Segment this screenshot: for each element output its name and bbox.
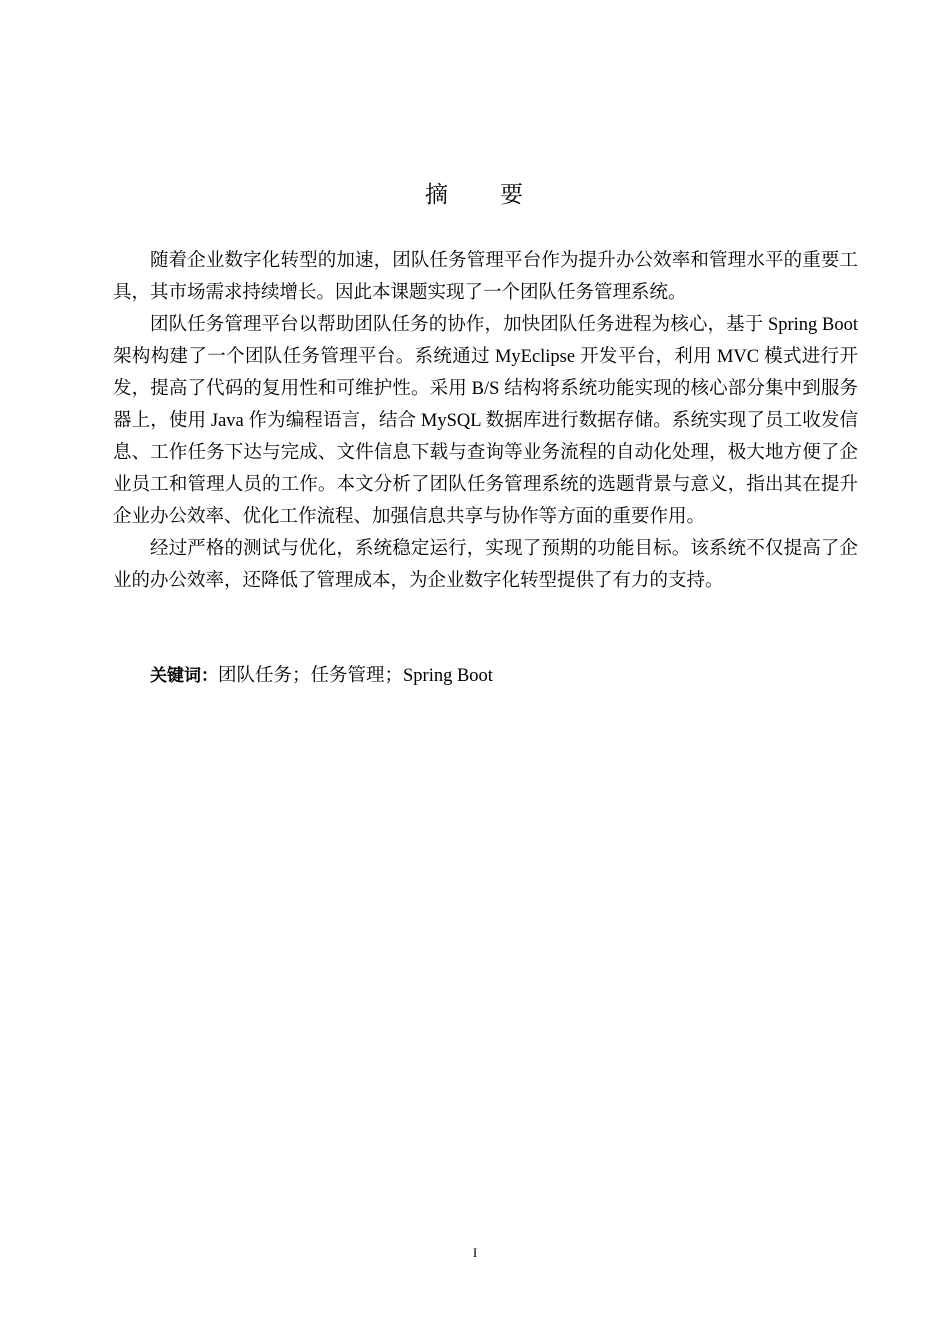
page-number: I [472, 1245, 478, 1260]
keywords-text: 团队任务；任务管理；Spring Boot [218, 666, 493, 686]
abstract-paragraph-1: 随着企业数字化转型的加速，团队任务管理平台作为提升办公效率和管理水平的重要工具，其市场需求持续增长。因此本课题实现了一个团队任务管理系统。 [113, 251, 858, 303]
keywords-label: 关键词： [150, 666, 218, 686]
abstract-paragraph-3: 经过严格的测试与优化，系统稳定运行，实现了预期的功能目标。该系统不仅提高了企业的办公效率，还降低了管理成本，为企业数字化转型提供了有力的支持。 [113, 539, 858, 591]
page-title: 摘 要 [425, 182, 525, 208]
keywords-line [150, 660, 850, 692]
abstract-paragraph-2: 团队任务管理平台以帮助团队任务的协作，加快团队任务进程为核心，基于 Spring Boot 架构构建了一个团队任务管理平台。系统通过 MyEclipse 开发平台，利用 MVC 模式进行开发，提高了代码的复用性和可维护性。采用 B/S 结构将系统功能实现的核心部分集中到服务器上，使用 Java 作为编程语言，结合 MySQL 数据库进行数据存储。系统实现了员工收发信息、工作任务下达与完成、文件信息下载与查询等业务流程的自动化处理，极大地方便了企业员工和管理人员的工作。本文分析了团队任务管理系统的选题背景与意义，指出其在提升企业办公效率、优化工作流程、加强信息共享与协作等方面的重要作用。 [113, 315, 858, 527]
abstract-body [113, 245, 858, 597]
